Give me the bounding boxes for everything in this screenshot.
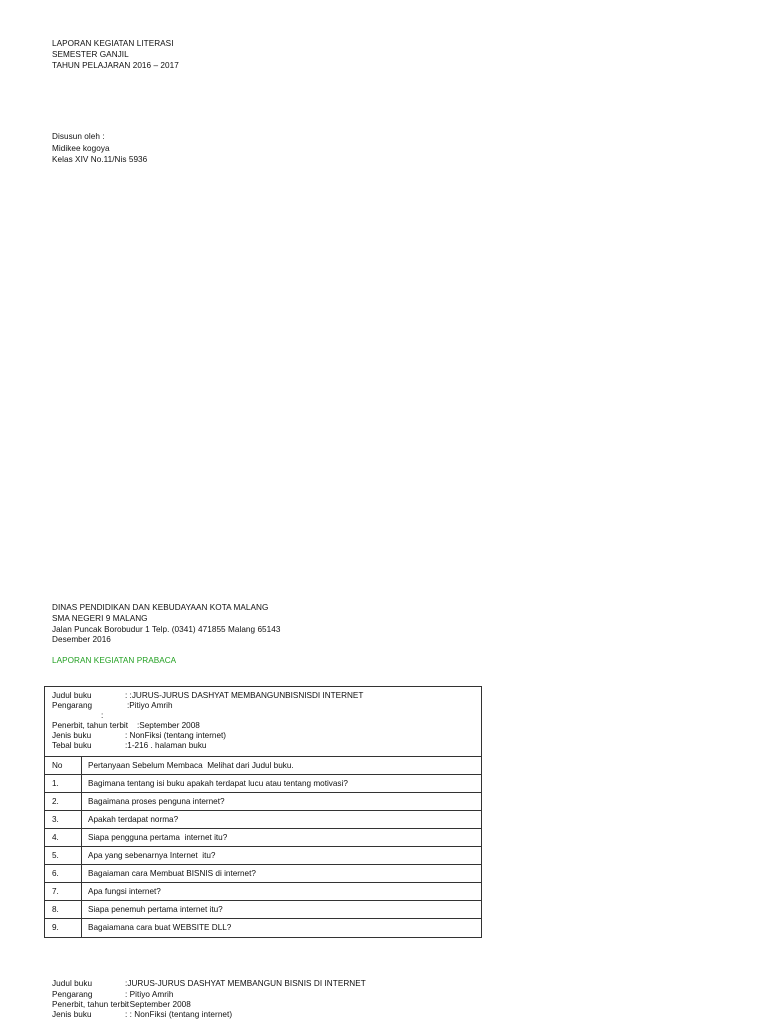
stray-colon: : <box>101 711 104 720</box>
book2-publisher-value: : September 2008 <box>125 1000 191 1009</box>
book2-title-value: :JURUS-JURUS DASHYAT MEMBANGUN BISNIS DI INTERNET <box>125 979 366 988</box>
header-question: Pertanyaan Sebelum Membaca Melihat dari Judul buku. <box>88 761 294 770</box>
row-no: 1. <box>45 775 82 792</box>
row-question: Bagaiamana cara buat WEBSITE DLL? <box>88 923 232 932</box>
row-question: Apakah terdapat norma? <box>88 815 179 824</box>
row-no: 3. <box>45 811 82 828</box>
book-title-label: Judul buku <box>52 691 92 700</box>
table-row <box>45 847 481 865</box>
prereading-table <box>44 686 482 938</box>
author-label: Disusun oleh : <box>52 132 105 141</box>
institution-school: SMA NEGERI 9 MALANG <box>52 614 148 623</box>
book2-author-label: Pengarang <box>52 990 93 999</box>
table-row <box>45 829 481 847</box>
book-title-value: : :JURUS-JURUS DASHYAT MEMBANGUNBISNISDI INTERNET <box>125 691 364 700</box>
book-genre-label: Jenis buku <box>52 731 92 740</box>
book-genre-value: : NonFiksi (tentang internet) <box>125 731 227 740</box>
book-publisher-value: :September 2008 <box>137 721 200 730</box>
row-question: Siapa penemuh pertama internet itu? <box>88 905 223 914</box>
author-name: Midikee kogoya <box>52 144 110 153</box>
table-row <box>45 865 481 883</box>
title-line-3: TAHUN PELAJARAN 2016 – 2017 <box>52 61 179 70</box>
row-no: 6. <box>45 865 82 882</box>
book-info-cell <box>45 687 481 757</box>
row-no: 2. <box>45 793 82 810</box>
title-line-1: LAPORAN KEGIATAN LITERASI <box>52 39 174 48</box>
table-row <box>45 793 481 811</box>
book2-genre-label: Jenis buku <box>52 1010 92 1019</box>
row-question: Bagimana tentang isi buku apakah terdapat lucu atau tentang motivasi? <box>88 779 348 788</box>
author-class: Kelas XIV No.11/Nis 5936 <box>52 155 148 164</box>
book-pages-value: :1-216 . halaman buku <box>125 741 207 750</box>
table-row <box>45 775 481 793</box>
title-line-2: SEMESTER GANJIL <box>52 50 129 59</box>
row-no: 5. <box>45 847 82 864</box>
table-row <box>45 901 481 919</box>
row-question: Apa yang sebenarnya Internet itu? <box>88 851 216 860</box>
institution-date: Desember 2016 <box>52 635 111 644</box>
row-question: Apa fungsi internet? <box>88 887 161 896</box>
row-no: 7. <box>45 883 82 900</box>
header-no: No <box>45 757 82 774</box>
row-question: Siapa pengguna pertama internet itu? <box>88 833 228 842</box>
table-row <box>45 919 481 937</box>
book2-author-value: : Pitiyo Amrih <box>125 990 174 999</box>
book2-publisher-label: Penerbit, tahun terbit <box>52 1000 130 1009</box>
table-row <box>45 811 481 829</box>
row-no: 8. <box>45 901 82 918</box>
section-title: LAPORAN KEGIATAN PRABACA <box>52 656 177 665</box>
institution-address: Jalan Puncak Borobudur 1 Telp. (0341) 471855 Malang 65143 <box>52 625 281 634</box>
book-author-value: :Pitiyo Amrih <box>127 701 173 710</box>
row-no: 9. <box>45 919 82 937</box>
book2-title-label: Judul buku <box>52 979 93 988</box>
row-no: 4. <box>45 829 82 846</box>
table-header-row <box>45 757 481 775</box>
book-author-label: Pengarang <box>52 701 93 710</box>
row-question: Bagaiaman cara Membuat BISNIS di internet? <box>88 869 256 878</box>
table-row <box>45 883 481 901</box>
row-question: Bagaimana proses penguna internet? <box>88 797 225 806</box>
book2-genre-value: : : NonFiksi (tentang internet) <box>125 1010 233 1019</box>
book-publisher-label: Penerbit, tahun terbit <box>52 721 129 730</box>
institution-agency: DINAS PENDIDIKAN DAN KEBUDAYAAN KOTA MALANG <box>52 603 269 612</box>
book-pages-label: Tebal buku <box>52 741 92 750</box>
